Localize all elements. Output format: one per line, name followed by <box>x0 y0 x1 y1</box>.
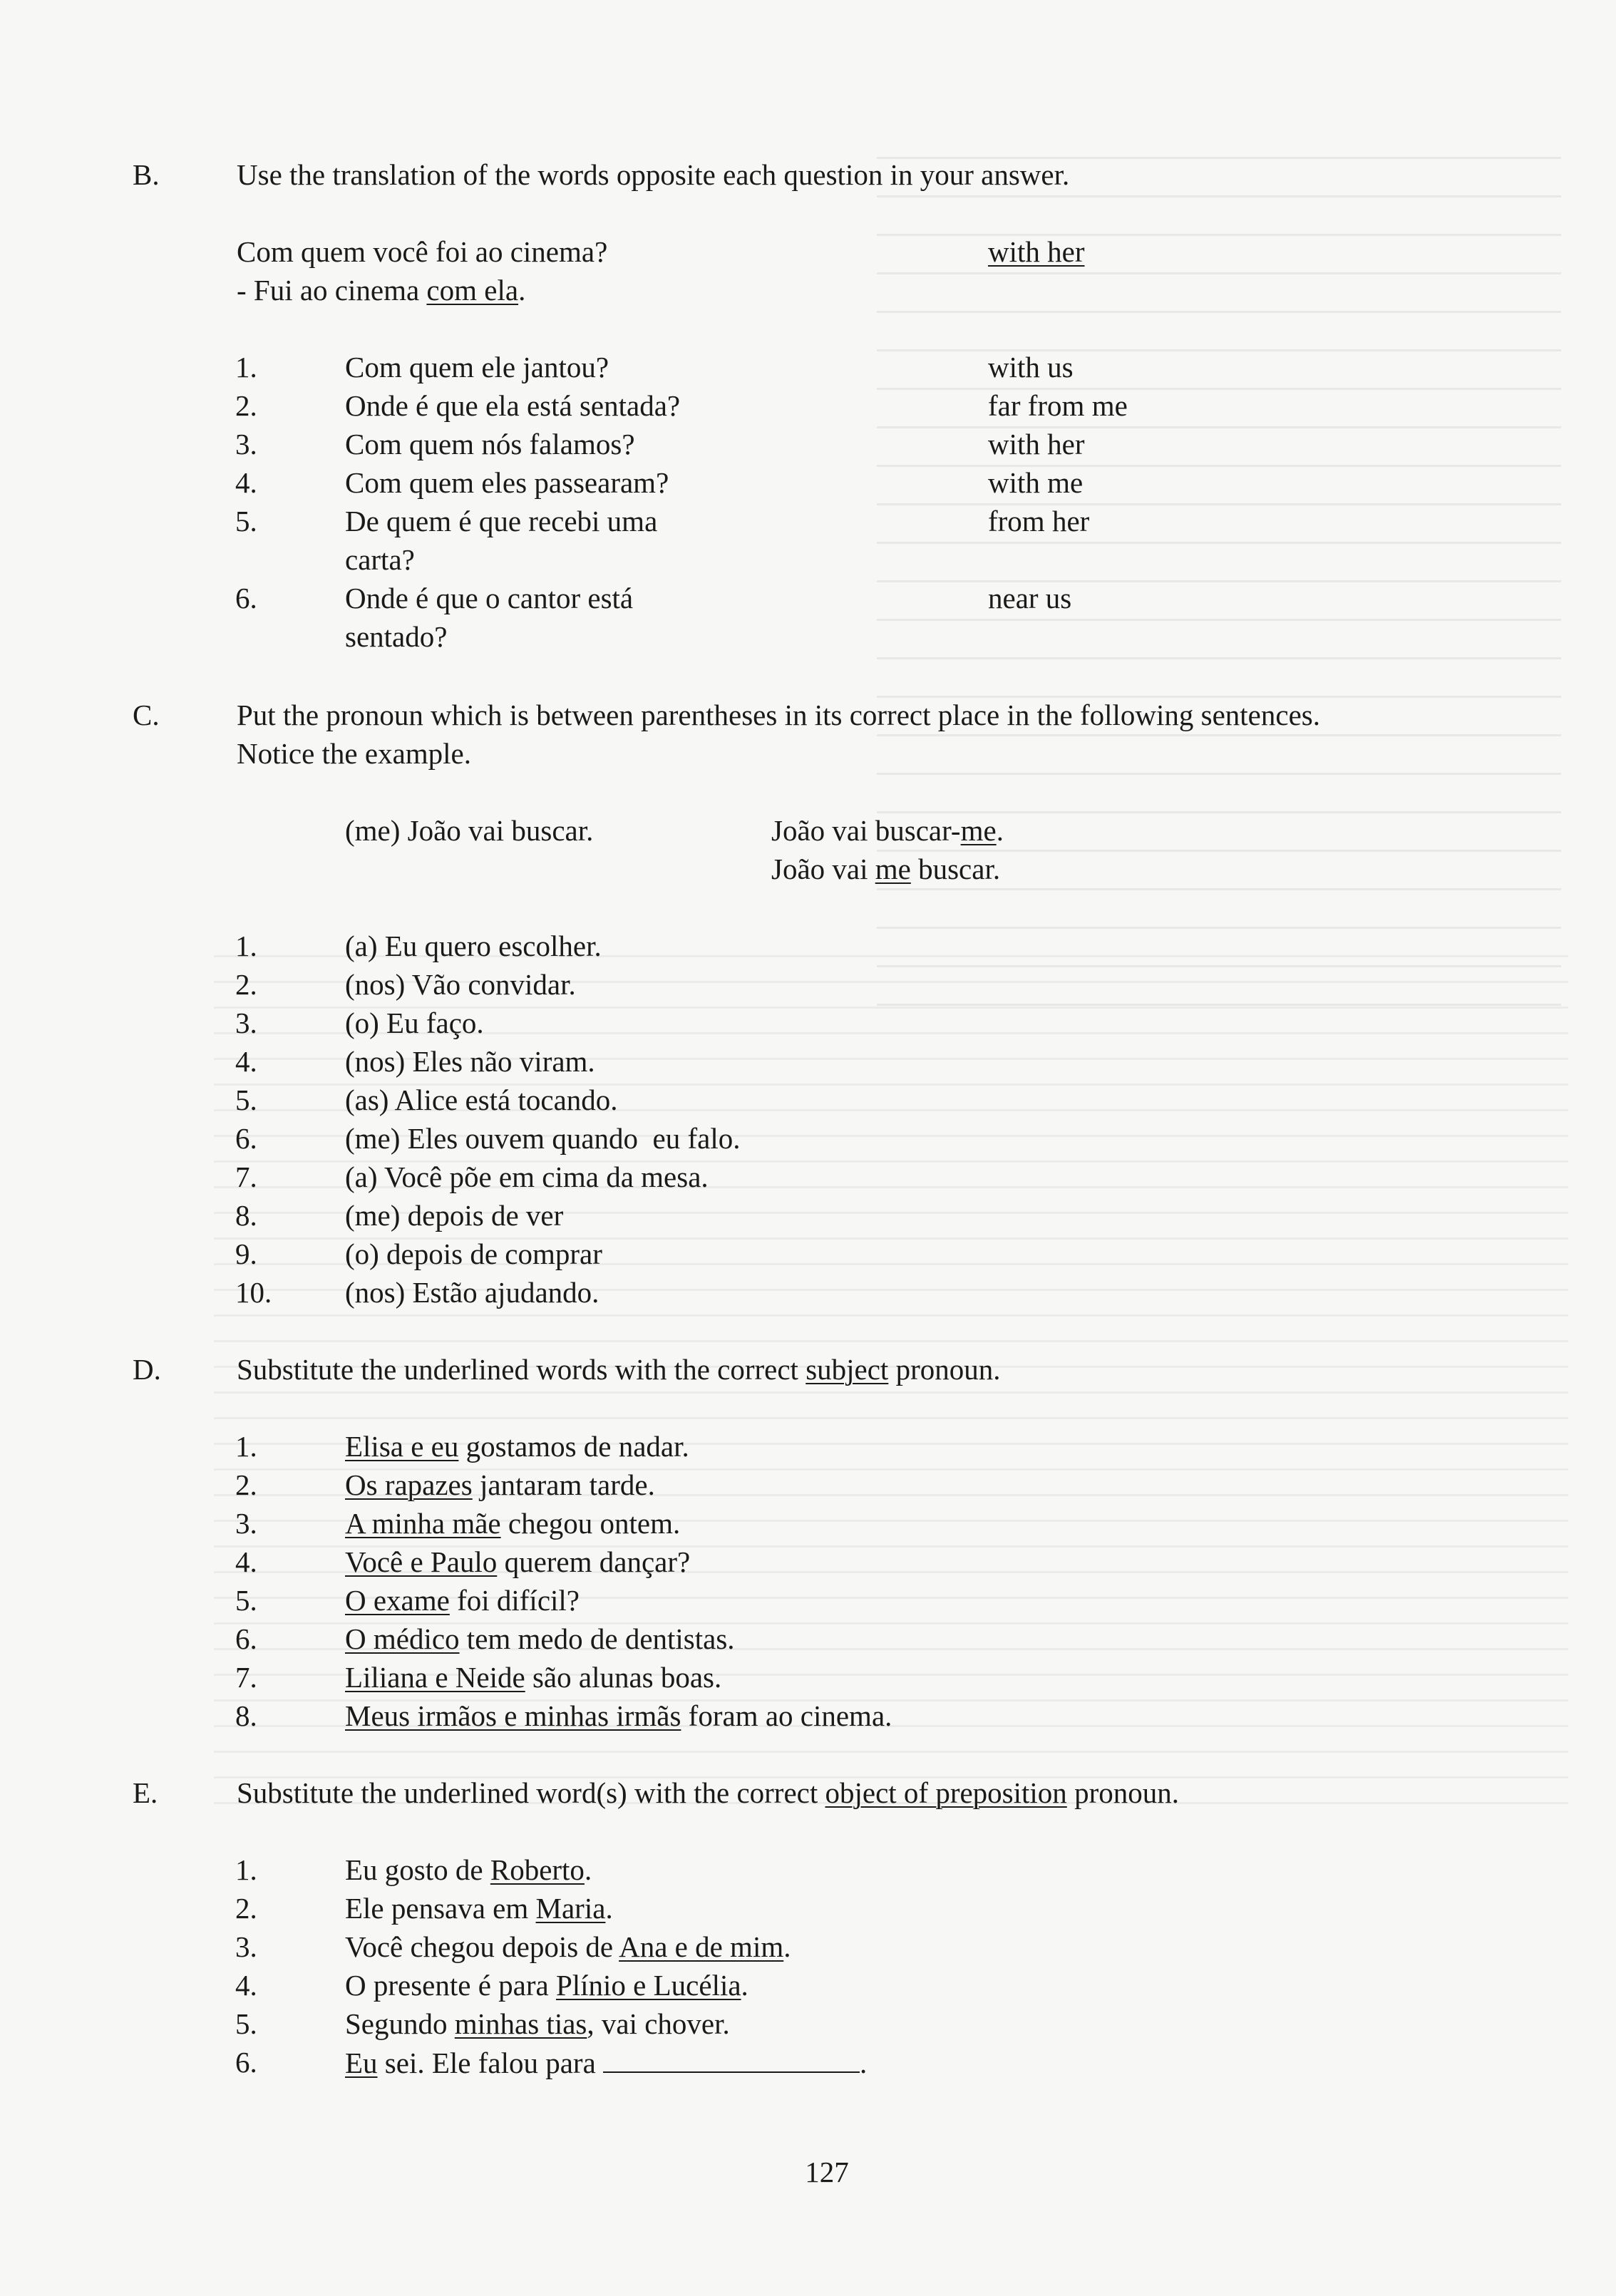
section-b-item-number: 4. <box>235 466 257 499</box>
section-b-item-number: 6. <box>235 582 257 614</box>
section-e-item-text: Você chegou depois de Ana e de mim. <box>345 1930 791 1963</box>
section-b-item-text: De quem é que recebi uma <box>345 505 658 537</box>
section-c-item-text: (o) depois de comprar <box>345 1237 602 1270</box>
section-e-letter: E. <box>133 1776 158 1809</box>
section-c-item-text: (a) Você põe em cima da mesa. <box>345 1160 709 1193</box>
section-b-item-number: 1. <box>235 351 257 383</box>
section-d-item-number: 8. <box>235 1699 257 1732</box>
section-d-item-number: 1. <box>235 1430 257 1463</box>
section-c-item-number: 4. <box>235 1045 257 1078</box>
section-c-item-number: 8. <box>235 1199 257 1232</box>
section-e-item-number: 4. <box>235 1969 257 2002</box>
section-c-item-text: (nos) Estão ajudando. <box>345 1276 599 1309</box>
section-c-item-number: 6. <box>235 1122 257 1155</box>
section-c-item-text: (a) Eu quero escolher. <box>345 930 602 962</box>
section-d-item-number: 4. <box>235 1545 257 1578</box>
section-b-example-answer: - Fui ao cinema com ela. <box>237 274 526 307</box>
section-d-letter: D. <box>133 1353 161 1386</box>
section-c-item-text: (me) depois de ver <box>345 1199 564 1232</box>
answer-blank <box>603 2043 860 2073</box>
section-d-item-text: Elisa e eu gostamos de nadar. <box>345 1430 689 1463</box>
page-number: 127 <box>805 2156 849 2188</box>
section-e-item-number: 6. <box>235 2046 257 2079</box>
section-e-item-number: 1. <box>235 1853 257 1886</box>
section-b-item-text: Onde é que ela está sentada? <box>345 389 681 422</box>
section-d-item-number: 3. <box>235 1507 257 1540</box>
section-b-item-hint: near us <box>988 582 1072 614</box>
section-c-item-text: (nos) Vão convidar. <box>345 968 576 1001</box>
section-b-item-hint: far from me <box>988 389 1128 422</box>
section-e-item-text: Eu gosto de Roberto. <box>345 1853 592 1886</box>
section-c-item-text: (nos) Eles não viram. <box>345 1045 595 1078</box>
section-c-item-number: 2. <box>235 968 257 1001</box>
section-d-item-number: 7. <box>235 1661 257 1694</box>
section-b-example-hint: with her <box>988 235 1085 268</box>
section-b-item-number: 2. <box>235 389 257 422</box>
section-b-item-number: 5. <box>235 505 257 537</box>
section-e-item-number: 3. <box>235 1930 257 1963</box>
section-d-item-text: A minha mãe chegou ontem. <box>345 1507 681 1540</box>
section-c-instruction-line1: Put the pronoun which is between parentheses in its correct place in the following sentences. <box>237 699 1320 731</box>
section-c-example-answer-1: João vai buscar-me. <box>771 814 1004 847</box>
section-c-instruction-line2: Notice the example. <box>237 737 472 770</box>
section-d-item-text: Meus irmãos e minhas irmãs foram ao cinema. <box>345 1699 892 1732</box>
section-b-item-hint: with us <box>988 351 1074 383</box>
section-b-item-hint: with me <box>988 466 1084 499</box>
section-c-item-number: 7. <box>235 1160 257 1193</box>
section-b-letter: B. <box>133 158 160 191</box>
section-e-item-number: 5. <box>235 2007 257 2040</box>
section-c-item-number: 9. <box>235 1237 257 1270</box>
section-b-item-text-cont: sentado? <box>345 620 448 653</box>
section-d-item-text: Liliana e Neide são alunas boas. <box>345 1661 722 1694</box>
section-b-item-text: Com quem nós falamos? <box>345 428 635 460</box>
section-e-item-text: Segundo minhas tias, vai chover. <box>345 2007 730 2040</box>
section-d-item-text: Os rapazes jantaram tarde. <box>345 1468 655 1501</box>
section-b-item-text: Com quem ele jantou? <box>345 351 609 383</box>
section-b-item-hint: from her <box>988 505 1090 537</box>
section-b-item-number: 3. <box>235 428 257 460</box>
section-c-item-number: 3. <box>235 1007 257 1039</box>
section-e-item-number: 2. <box>235 1892 257 1925</box>
section-c-item-text: (as) Alice está tocando. <box>345 1083 618 1116</box>
section-e-item-text: O presente é para Plínio e Lucélia. <box>345 1969 748 2002</box>
section-c-item-number: 1. <box>235 930 257 962</box>
section-d-item-number: 5. <box>235 1584 257 1617</box>
section-d-item-text: O médico tem medo de dentistas. <box>345 1622 735 1655</box>
section-d-item-text: O exame foi difícil? <box>345 1584 580 1617</box>
section-d-item-number: 6. <box>235 1622 257 1655</box>
section-c-example-answer-2: João vai me buscar. <box>771 853 1001 885</box>
section-d-instruction: Substitute the underlined words with the correct subject pronoun. <box>237 1353 1001 1386</box>
section-c-item-number: 10. <box>235 1276 272 1309</box>
section-d-item-number: 2. <box>235 1468 257 1501</box>
section-d-item-text: Você e Paulo querem dançar? <box>345 1545 691 1578</box>
section-b-item-hint: with her <box>988 428 1085 460</box>
section-b-example-question: Com quem você foi ao cinema? <box>237 235 608 268</box>
section-e-item-text: Ele pensava em Maria. <box>345 1892 613 1925</box>
section-e-instruction: Substitute the underlined word(s) with the correct object of preposition pronoun. <box>237 1776 1179 1809</box>
section-e-item-text: Eu sei. Ele falou para . <box>345 2043 867 2082</box>
section-c-item-text: (me) Eles ouvem quando eu falo. <box>345 1122 741 1155</box>
section-c-example-prompt: (me) João vai buscar. <box>345 814 594 847</box>
section-b-item-text: Onde é que o cantor está <box>345 582 634 614</box>
section-b-item-text: Com quem eles passearam? <box>345 466 669 499</box>
section-c-item-number: 5. <box>235 1083 257 1116</box>
section-c-item-text: (o) Eu faço. <box>345 1007 484 1039</box>
section-c-letter: C. <box>133 699 160 731</box>
section-b-instruction: Use the translation of the words opposite each question in your answer. <box>237 158 1070 191</box>
section-b-item-text-cont: carta? <box>345 543 415 576</box>
